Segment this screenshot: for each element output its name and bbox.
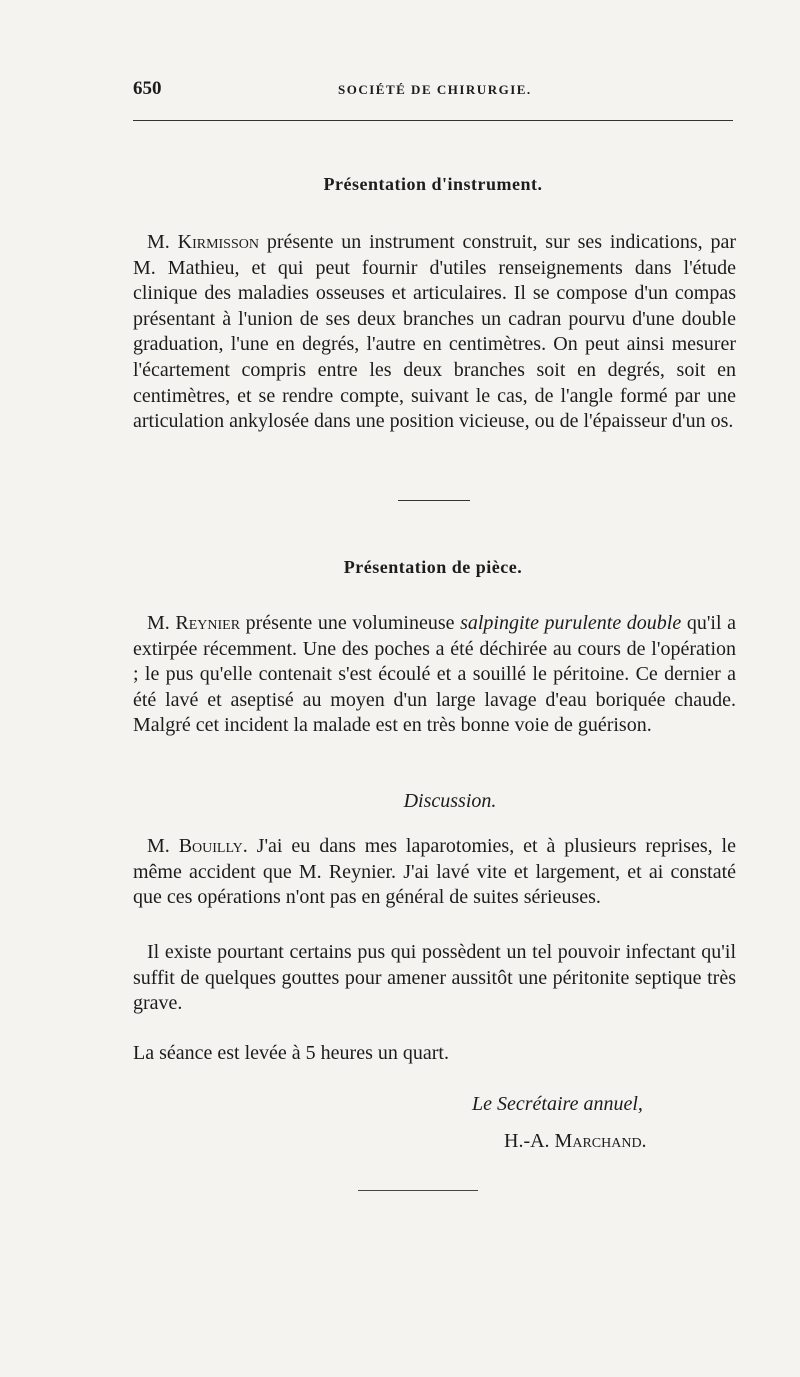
running-title: SOCIÉTÉ DE CHIRURGIE. bbox=[338, 82, 532, 97]
end-rule bbox=[358, 1190, 478, 1191]
signature-title: Le Secrétaire annuel, bbox=[472, 1093, 643, 1115]
paragraph-text: présente un instrument construit, sur ses indications, par M. Mathieu, et qui peut fournir d'utiles renseignements dans l'étude clinique des maladies osseuses et articulaires. Il se compose d'un compas présentant à l'union de ses deux branches un cadran pourvu d'une double graduation, l'une en degrés, l'autre en centimètres. On peut ainsi mesurer l'écartement compris entre les deux branches soit en degrés, soit en centimètres, et se rendre compte, suivant le cas, de l'angle formé par une articulation ankylosée dans une position vicieuse, ou de l'épaisseur d'un os. bbox=[133, 231, 736, 433]
section-divider bbox=[398, 500, 470, 501]
paragraph-text: présente une volumineuse bbox=[240, 612, 461, 634]
speaker-name: Reynier bbox=[175, 612, 241, 634]
signature-initials: H.-A. bbox=[504, 1130, 555, 1152]
speaker-prefix: M. bbox=[147, 231, 178, 253]
page-header bbox=[133, 78, 733, 102]
paragraph-piece bbox=[133, 611, 736, 739]
paragraph-instrument bbox=[133, 230, 736, 435]
paragraph-text: qu'il a extirpée récemment. Une des poches a été déchirée au cours de l'opération ; le pus qu'elle contenait s'est écoulé et a souillé le péritoine. Ce dernier a été lavé et aseptisé au moyen d'un large lavage d'eau boriquée chaude. Malgré cet incident la malade est en très bonne voie de guérison. bbox=[133, 612, 736, 737]
discussion-title: Discussion. bbox=[403, 790, 497, 812]
paragraph-discussion-2: Il existe pourtant certains pus qui possèdent un tel pouvoir infectant qu'il suffit de quelques gouttes pour amener aussitôt une péritonite septique très grave. bbox=[133, 941, 736, 1015]
paragraph-discussion-1 bbox=[133, 834, 736, 911]
paragraph-text: . J'ai eu dans mes laparotomies, et à plusieurs reprises, le même accident que M. Reynier. J'ai lavé vite et largement, et ai constaté que ces opérations n'ont pas en général de suites sérieuses. bbox=[133, 835, 736, 909]
section-heading-instrument: Présentation d'instrument. bbox=[323, 174, 543, 194]
speaker-name: Kirmisson bbox=[177, 231, 259, 253]
page-number: 650 bbox=[133, 78, 162, 99]
speaker-name: Bouilly bbox=[178, 835, 243, 857]
closing-line: La séance est levée à 5 heures un quart. bbox=[133, 1042, 449, 1064]
italic-term: salpingite purulente double bbox=[460, 612, 682, 634]
signature-name bbox=[504, 1130, 647, 1153]
speaker-prefix: M. bbox=[147, 835, 179, 857]
section-heading-piece: Présentation de pièce. bbox=[343, 557, 523, 577]
header-rule bbox=[133, 120, 733, 121]
signature-surname: Marchand. bbox=[554, 1130, 647, 1152]
speaker-prefix: M. bbox=[147, 612, 176, 634]
